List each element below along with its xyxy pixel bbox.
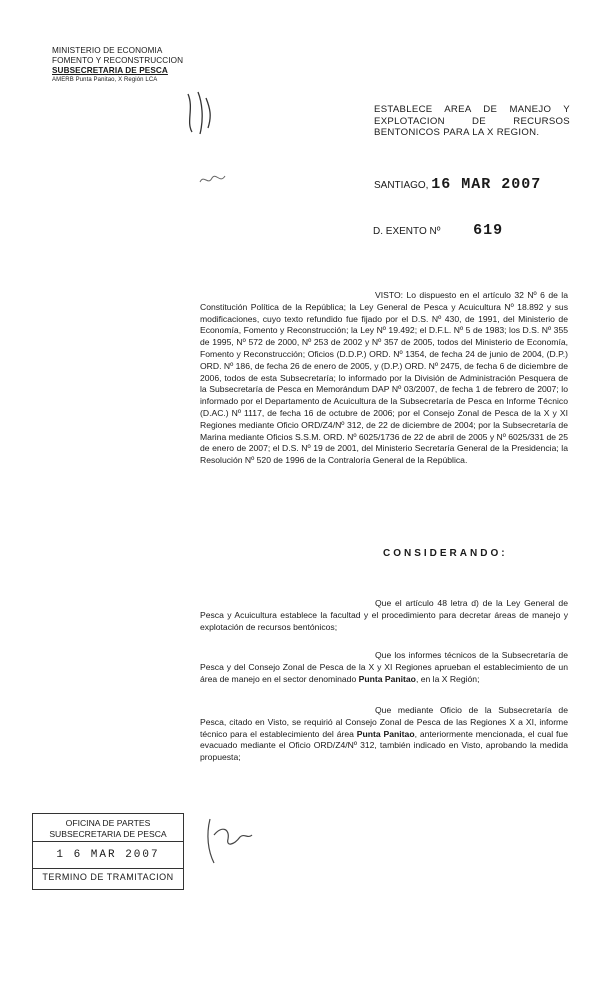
- considerando-heading: CONSIDERANDO:: [383, 548, 508, 559]
- stamp-office-line: OFICINA DE PARTES: [65, 818, 151, 828]
- decree-title: ESTABLECE AREA DE MANEJO Y EXPLOTACION DE RECURSOS BENTONICOS PARA LA X REGION.: [374, 104, 570, 138]
- paragraph-3-text-c: , anteriormente mencionada, el cual fue evacuado mediante el Oficio ORD/Z4/Nº 312, también indicado en Visto, aprobando la medida propuesta;: [200, 728, 568, 763]
- paragraph-2-text-a: Que los informes técnicos de la Subsecretaría de Pesca y del Consejo Zonal de Pesca de la X y XI Regiones aprueban el establecimiento de un área de manejo en el sector denominado: [200, 650, 568, 684]
- considerando-paragraph-3: [200, 705, 568, 764]
- visto-paragraph: VISTO: Lo dispuesto en el artículo 32 Nº 6 de la Constitución Política de la República; la Ley General de Pesca y Acuicultura Nº 18.892 y sus modificaciones, cuyo texto refundido fue fijado por el D.S. Nº 430, de 1991, del Ministerio de Economía, Fomento y Reconstrucción; la Ley Nº 19.492; el D.F.L. Nº 5 de 1983; los D.S. Nº 355 de 1995, Nº 572 de 2000, Nº 253 de 2002 y Nº 357 de 2005, todos del Ministerio de Economía, Fomento y Reconstrucción; Oficios (D.D.P.) ORD. Nº 1354, de fecha 24 de junio de 2004, (D.P.) ORD. Nº 186, de fecha 26 de enero de 2005, y (D.P.) ORD. Nº 2475, de fecha 6 de diciembre de 2006, todos de esta Subsecretaría; lo informado por la División de Administración Pesquera de la Subsecretaría de Pesca en Memorándum DAP Nº 03/2007, de fecha 1 de febrero de 2007; lo informado por el Departamento de Acuicultura de la Subsecretaría de Pesca en Informe Técnico (D.AC.) Nº 1117, de fecha 16 de octubre de 2006; por el Consejo Zonal de Pesca de la X y XI Regiones mediante Oficio ORD/Z4/Nº 312, de 22 de diciembre de 2004; por la Subsecretaría de Marina mediante Oficios S.S.M. ORD. Nº 6025/1736 de 22 de abril de 2005 y Nº 6025/331 de 25 de enero de 2007; el D.S. Nº 19 de 2001, del Ministerio Secretaría General de la Presidencia; la Resolución Nº 520 de 1996 de la Contraloría General de la República.: [200, 290, 568, 466]
- stamp-date: 1 6 MAR 2007: [56, 849, 160, 861]
- dateline: [374, 176, 541, 193]
- decree-number-line: [373, 222, 503, 239]
- header-ministry: MINISTERIO DE ECONOMIA: [52, 46, 163, 55]
- stamp-subsecretaria-line: SUBSECRETARIA DE PESCA: [49, 829, 167, 839]
- header-subsecretaria: SUBSECRETARIA DE PESCA: [52, 66, 168, 75]
- considerando-paragraph-1: Que el artículo 48 letra d) de la Ley General de Pesca y Acuicultura establece la facultad y el procedimiento para decretar áreas de manejo y explotación de recursos bentónicos;: [200, 598, 568, 632]
- paragraph-2-place-name: Punta Panitao: [358, 673, 416, 684]
- handwritten-initials-mark: [180, 88, 220, 138]
- stamp-divider-bottom: [33, 868, 183, 869]
- dateline-date: 16 MAR 2007: [431, 176, 542, 193]
- handwritten-signature-mark: [200, 815, 260, 870]
- header-reference: AMERB Punta Panitao, X Región LCA: [52, 77, 158, 83]
- paragraph-2-text-c: , en la X Región;: [415, 673, 480, 684]
- stamp-divider-top: [33, 841, 183, 842]
- decree-label: D. EXENTO Nº: [373, 226, 441, 237]
- handwritten-scribble-mark: [198, 170, 228, 190]
- considerando-paragraph-2: [200, 650, 568, 685]
- paragraph-3-place-name: Punta Panitao: [356, 728, 415, 739]
- ministry-header: [52, 46, 227, 84]
- decree-number: 619: [473, 222, 504, 239]
- paragraph-3-text-a: Que mediante Oficio de la Subsecretaría de Pesca, citado en Visto, se requirió al Consejo Zonal de Pesca de las Regiones X a XI, informe técnico para el establecimiento del área: [200, 705, 568, 739]
- header-ministry-sub: FOMENTO Y RECONSTRUCCION: [52, 56, 184, 65]
- stamp-status-line: TERMINO DE TRAMITACION: [42, 872, 174, 882]
- dateline-place: SANTIAGO,: [374, 180, 429, 191]
- oficina-de-partes-stamp: [32, 813, 184, 890]
